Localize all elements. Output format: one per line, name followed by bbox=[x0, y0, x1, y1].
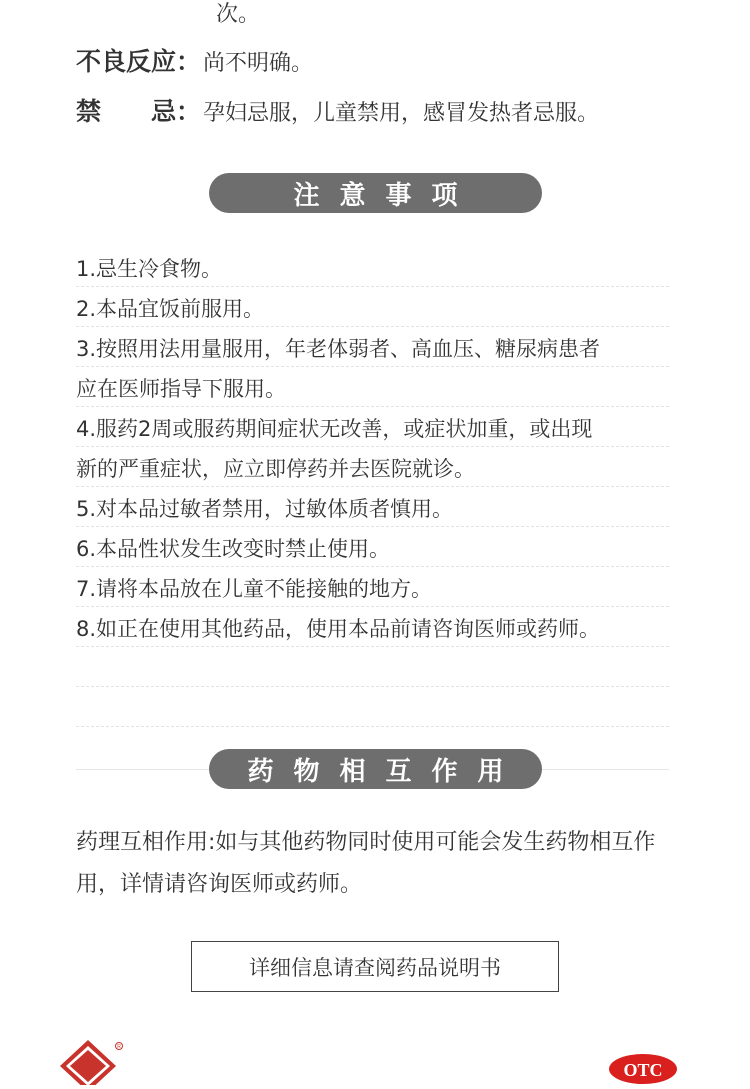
precautions-list bbox=[76, 247, 669, 727]
precaution-line: 2.本品宜饭前服用。 bbox=[76, 287, 669, 327]
precaution-line: 8.如正在使用其他药品，使用本品前请咨询医师或药师。 bbox=[76, 607, 669, 647]
contraindications-row bbox=[76, 97, 599, 129]
interaction-text: 药理互相作用:如与其他药物同时使用可能会发生药物相互作用，详情请咨询医师或药师。 bbox=[76, 830, 656, 897]
precaution-line: 7.请将本品放在儿童不能接触的地方。 bbox=[76, 567, 669, 607]
precaution-line bbox=[76, 647, 669, 687]
divider-right bbox=[542, 769, 669, 770]
precaution-line: 5.对本品过敏者禁用，过敏体质者慎用。 bbox=[76, 487, 669, 527]
precaution-line: 新的严重症状，应立即停药并去医院就诊。 bbox=[76, 447, 669, 487]
see-leaflet-note: 详细信息请查阅药品说明书 bbox=[191, 941, 559, 992]
precaution-line: 3.按照用法用量服用，年老体弱者、高血压、糖尿病患者 bbox=[76, 327, 669, 367]
adverse-reactions-row bbox=[76, 47, 313, 79]
continuation-text: 次。 bbox=[216, 2, 261, 27]
brand-logo bbox=[58, 1038, 124, 1085]
precaution-line: 4.服药2周或服药期间症状无改善，或症状加重，或出现 bbox=[76, 407, 669, 447]
adverse-reactions-label: 不良反应： bbox=[76, 47, 202, 76]
svg-text:R: R bbox=[117, 1044, 121, 1050]
precaution-line bbox=[76, 687, 669, 727]
precaution-line: 应在医师指导下服用。 bbox=[76, 367, 669, 407]
adverse-reactions-value: 尚不明确。 bbox=[203, 51, 314, 76]
otc-logo bbox=[607, 1049, 679, 1085]
divider-left bbox=[76, 769, 209, 770]
contraindications-value: 孕妇忌服，儿童禁用，感冒发热者忌服。 bbox=[203, 101, 600, 126]
precautions-heading: 注意事项 bbox=[209, 173, 542, 213]
contraindications-label: 禁 忌： bbox=[76, 97, 202, 126]
precaution-line: 1.忌生冷食物。 bbox=[76, 247, 669, 287]
svg-text:OTC: OTC bbox=[623, 1060, 663, 1080]
precaution-line: 6.本品性状发生改变时禁止使用。 bbox=[76, 527, 669, 567]
interaction-heading: 药物相互作用 bbox=[209, 749, 542, 789]
